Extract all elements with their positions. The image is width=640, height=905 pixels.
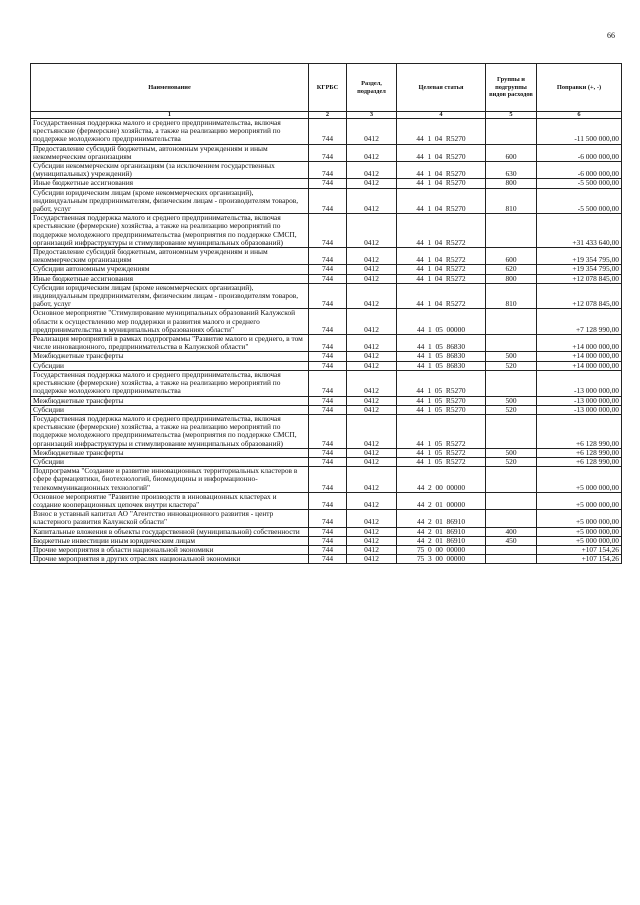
header-name: Наименование [31, 64, 309, 112]
row-amount-cell: -13 000 000,00 [537, 405, 622, 414]
row-amount-cell: +19 354 795,00 [537, 265, 622, 274]
row-expense-group-cell [486, 119, 537, 145]
row-section-cell: 0412 [347, 536, 397, 545]
table-row [31, 448, 622, 457]
table-row [31, 352, 622, 361]
row-amount-cell: +7 128 990,00 [537, 309, 622, 335]
row-section-cell: 0412 [347, 119, 397, 145]
table-row [31, 309, 622, 335]
row-target-article-cell: 44 1 04 R5270 [397, 188, 486, 214]
table-header [31, 64, 622, 119]
row-section-cell: 0412 [347, 492, 397, 509]
row-amount-cell: +5 000 000,00 [537, 527, 622, 536]
row-target-article-cell: 44 1 05 R5272 [397, 448, 486, 457]
row-section-cell: 0412 [347, 457, 397, 466]
table-row [31, 457, 622, 466]
row-name-cell: Межбюджетные трансферты [31, 448, 309, 457]
row-target-article-cell: 44 1 04 R5270 [397, 179, 486, 188]
row-section-cell: 0412 [347, 467, 397, 493]
table-row [31, 335, 622, 352]
table-row [31, 536, 622, 545]
row-section-cell: 0412 [347, 179, 397, 188]
row-section-cell: 0412 [347, 396, 397, 405]
row-name-cell: Государственная поддержка малого и среднего предпринимательства, включая крестьянские (фермерские) хозяйства, а также на реализацию мероприятий по поддержке молодежного предпринимательства [31, 370, 309, 396]
table-row [31, 370, 622, 396]
row-expense-group-cell [486, 467, 537, 493]
row-section-cell: 0412 [347, 352, 397, 361]
table-row [31, 119, 622, 145]
row-target-article-cell: 44 1 05 R5272 [397, 414, 486, 448]
row-amount-cell: +5 000 000,00 [537, 536, 622, 545]
row-target-article-cell: 44 1 04 R5270 [397, 144, 486, 161]
row-amount-cell: +107 154,26 [537, 555, 622, 564]
row-section-cell: 0412 [347, 144, 397, 161]
page-number: 66 [607, 31, 615, 40]
row-amount-cell: +14 000 000,00 [537, 352, 622, 361]
row-name-cell: Взнос в уставный капитал АО "Агентство инновационного развития - центр кластерного развития Калужской области" [31, 510, 309, 527]
row-expense-group-cell: 500 [486, 396, 537, 405]
row-section-cell: 0412 [347, 370, 397, 396]
row-name-cell: Субсидии юридическим лицам (кроме некоммерческих организаций), индивидуальным предпринимателям, физическим лицам - производителям товаров, работ, услуг [31, 188, 309, 214]
row-target-article-cell: 44 2 00 00000 [397, 467, 486, 493]
row-kgrbs-cell: 744 [309, 370, 347, 396]
row-section-cell: 0412 [347, 555, 397, 564]
table-row [31, 555, 622, 564]
row-target-article-cell: 44 1 04 R5270 [397, 162, 486, 179]
row-section-cell: 0412 [347, 414, 397, 448]
row-expense-group-cell: 800 [486, 274, 537, 283]
row-kgrbs-cell: 744 [309, 361, 347, 370]
row-amount-cell: -6 000 000,00 [537, 144, 622, 161]
row-amount-cell: +12 078 845,00 [537, 274, 622, 283]
row-section-cell: 0412 [347, 188, 397, 214]
row-section-cell: 0412 [347, 214, 397, 248]
row-amount-cell: +5 000 000,00 [537, 510, 622, 527]
row-expense-group-cell: 600 [486, 248, 537, 265]
row-expense-group-cell: 400 [486, 527, 537, 536]
row-target-article-cell: 44 1 05 R5272 [397, 457, 486, 466]
row-expense-group-cell [486, 545, 537, 554]
row-kgrbs-cell: 744 [309, 492, 347, 509]
row-kgrbs-cell: 744 [309, 188, 347, 214]
row-amount-cell: +12 078 845,00 [537, 283, 622, 309]
table-row [31, 361, 622, 370]
row-name-cell: Иные бюджетные ассигнования [31, 274, 309, 283]
row-kgrbs-cell: 744 [309, 536, 347, 545]
table-row [31, 162, 622, 179]
row-target-article-cell: 44 1 04 R5272 [397, 283, 486, 309]
row-expense-group-cell: 620 [486, 265, 537, 274]
row-section-cell: 0412 [347, 265, 397, 274]
row-expense-group-cell: 520 [486, 361, 537, 370]
row-target-article-cell: 44 1 05 00000 [397, 309, 486, 335]
row-name-cell: Государственная поддержка малого и среднего предпринимательства, включая крестьянские (фермерские) хозяйства, а также на реализацию мероприятий по поддержке молодежного предпринимательства (мероприятия по поддержке СМСП, организаций инфраструктуры и стимулирование муниципальных образований) [31, 414, 309, 448]
row-name-cell: Предоставление субсидий бюджетным, автономным учреждениям и иным некоммерческим организациям [31, 144, 309, 161]
row-target-article-cell: 44 2 01 86910 [397, 510, 486, 527]
header-number-row [31, 112, 622, 119]
row-expense-group-cell: 810 [486, 283, 537, 309]
row-expense-group-cell [486, 555, 537, 564]
row-section-cell: 0412 [347, 162, 397, 179]
row-expense-group-cell [486, 492, 537, 509]
row-section-cell: 0412 [347, 405, 397, 414]
row-amount-cell: +107 154,26 [537, 545, 622, 554]
row-amount-cell: +6 128 990,00 [537, 414, 622, 448]
row-name-cell: Основное мероприятие "Стимулирование муниципальных образований Калужской области к осуществлению мер поддержки и развития малого и среднего предпринимательства в муниципальных образованиях области" [31, 309, 309, 335]
row-expense-group-cell: 500 [486, 352, 537, 361]
row-name-cell: Прочие мероприятия в других отраслях национальной экономики [31, 555, 309, 564]
row-name-cell: Субсидии [31, 457, 309, 466]
header-number: 4 [397, 112, 486, 119]
row-expense-group-cell [486, 309, 537, 335]
row-target-article-cell: 44 1 05 86830 [397, 352, 486, 361]
row-expense-group-cell: 630 [486, 162, 537, 179]
row-target-article-cell: 44 1 05 R5270 [397, 370, 486, 396]
row-name-cell: Основное мероприятие "Развитие производств в инновационных кластерах и создание кооперационных цепочек внутри кластера" [31, 492, 309, 509]
header-amendment: Поправки (+, -) [537, 64, 622, 112]
row-target-article-cell: 44 1 04 R5272 [397, 214, 486, 248]
table-row [31, 248, 622, 265]
row-target-article-cell: 75 0 00 00000 [397, 545, 486, 554]
table-row [31, 274, 622, 283]
row-target-article-cell: 44 1 04 R5272 [397, 265, 486, 274]
row-name-cell: Субсидии [31, 405, 309, 414]
row-kgrbs-cell: 744 [309, 248, 347, 265]
header-number: 1 [31, 112, 309, 119]
table-row [31, 414, 622, 448]
header-number: 2 [309, 112, 347, 119]
row-section-cell: 0412 [347, 248, 397, 265]
row-expense-group-cell: 500 [486, 448, 537, 457]
row-amount-cell: -13 000 000,00 [537, 396, 622, 405]
row-name-cell: Бюджетные инвестиции иным юридическим лицам [31, 536, 309, 545]
row-target-article-cell: 44 2 01 86910 [397, 536, 486, 545]
row-amount-cell: -13 000 000,00 [537, 370, 622, 396]
row-amount-cell: +6 128 990,00 [537, 448, 622, 457]
row-amount-cell: +19 354 795,00 [537, 248, 622, 265]
row-kgrbs-cell: 744 [309, 274, 347, 283]
table-row [31, 545, 622, 554]
row-section-cell: 0412 [347, 510, 397, 527]
budget-amendments-table [30, 63, 622, 564]
header-section: Раздел, подраздел [347, 64, 397, 112]
row-section-cell: 0412 [347, 448, 397, 457]
table-row [31, 214, 622, 248]
row-kgrbs-cell: 744 [309, 414, 347, 448]
row-section-cell: 0412 [347, 361, 397, 370]
table-row [31, 405, 622, 414]
row-expense-group-cell: 800 [486, 179, 537, 188]
row-kgrbs-cell: 744 [309, 448, 347, 457]
header-number: 6 [537, 112, 622, 119]
row-target-article-cell: 44 1 04 R5270 [397, 119, 486, 145]
table-row [31, 396, 622, 405]
row-kgrbs-cell: 744 [309, 265, 347, 274]
row-section-cell: 0412 [347, 335, 397, 352]
table-row [31, 179, 622, 188]
row-kgrbs-cell: 744 [309, 283, 347, 309]
row-expense-group-cell: 810 [486, 188, 537, 214]
row-section-cell: 0412 [347, 527, 397, 536]
row-target-article-cell: 44 1 05 R5270 [397, 396, 486, 405]
row-target-article-cell: 75 3 00 00000 [397, 555, 486, 564]
row-amount-cell: -11 500 000,00 [537, 119, 622, 145]
row-amount-cell: +5 000 000,00 [537, 492, 622, 509]
row-name-cell: Межбюджетные трансферты [31, 396, 309, 405]
row-amount-cell: +6 128 990,00 [537, 457, 622, 466]
row-target-article-cell: 44 1 05 86830 [397, 361, 486, 370]
row-expense-group-cell [486, 370, 537, 396]
table-row [31, 188, 622, 214]
row-kgrbs-cell: 744 [309, 214, 347, 248]
row-kgrbs-cell: 744 [309, 396, 347, 405]
row-target-article-cell: 44 1 05 86830 [397, 335, 486, 352]
row-amount-cell: +14 000 000,00 [537, 335, 622, 352]
row-expense-group-cell: 450 [486, 536, 537, 545]
row-target-article-cell: 44 1 05 R5270 [397, 405, 486, 414]
row-name-cell: Межбюджетные трансферты [31, 352, 309, 361]
header-expense-group: Группы и подгруппы видов расходов [486, 64, 537, 112]
row-name-cell: Государственная поддержка малого и среднего предпринимательства, включая крестьянские (фермерские) хозяйства, а также на реализацию мероприятий по поддержке молодежного предпринимательства [31, 119, 309, 145]
row-expense-group-cell: 520 [486, 457, 537, 466]
row-section-cell: 0412 [347, 283, 397, 309]
row-kgrbs-cell: 744 [309, 335, 347, 352]
row-name-cell: Капитальные вложения в объекты государственной (муниципальной) собственности [31, 527, 309, 536]
row-kgrbs-cell: 744 [309, 457, 347, 466]
row-kgrbs-cell: 744 [309, 405, 347, 414]
row-name-cell: Субсидии некоммерческим организациям (за исключением государственных (муниципальных) учреждений) [31, 162, 309, 179]
row-name-cell: Иные бюджетные ассигнования [31, 179, 309, 188]
table-row [31, 283, 622, 309]
row-kgrbs-cell: 744 [309, 119, 347, 145]
row-name-cell: Субсидии юридическим лицам (кроме некоммерческих организаций), индивидуальным предпринимателям, физическим лицам - производителям товаров, работ, услуг [31, 283, 309, 309]
row-kgrbs-cell: 744 [309, 352, 347, 361]
table-body [31, 119, 622, 564]
table-row [31, 144, 622, 161]
table-row [31, 492, 622, 509]
table-row [31, 265, 622, 274]
row-expense-group-cell [486, 214, 537, 248]
row-target-article-cell: 44 2 01 86910 [397, 527, 486, 536]
row-name-cell: Государственная поддержка малого и среднего предпринимательства, включая крестьянские (фермерские) хозяйства, а также на реализацию мероприятий по поддержке молодежного предпринимательства (мероприятия по поддержке СМСП, организаций инфраструктуры и стимулирование муниципальных образований) [31, 214, 309, 248]
row-target-article-cell: 44 1 04 R5272 [397, 274, 486, 283]
row-kgrbs-cell: 744 [309, 527, 347, 536]
row-target-article-cell: 44 1 04 R5272 [397, 248, 486, 265]
header-number: 5 [486, 112, 537, 119]
row-amount-cell: +14 000 000,00 [537, 361, 622, 370]
row-name-cell: Предоставление субсидий бюджетным, автономным учреждениям и иным некоммерческим организациям [31, 248, 309, 265]
table-row [31, 467, 622, 493]
table-row [31, 527, 622, 536]
row-amount-cell: -6 000 000,00 [537, 162, 622, 179]
row-kgrbs-cell: 744 [309, 555, 347, 564]
header-number: 3 [347, 112, 397, 119]
row-name-cell: Реализация мероприятий в рамках подпрограммы "Развитие малого и среднего, в том числе инновационного, предпринимательства в Калужской области" [31, 335, 309, 352]
table-row [31, 510, 622, 527]
row-kgrbs-cell: 744 [309, 162, 347, 179]
row-expense-group-cell [486, 510, 537, 527]
row-kgrbs-cell: 744 [309, 144, 347, 161]
row-amount-cell: +5 000 000,00 [537, 467, 622, 493]
row-section-cell: 0412 [347, 309, 397, 335]
row-kgrbs-cell: 744 [309, 179, 347, 188]
row-name-cell: Подпрограмма "Создание и развитие инновационных территориальных кластеров в сфере фармацевтики, биотехнологий, биомедицины и информационно-телекоммуникационных технологий" [31, 467, 309, 493]
header-target-article: Целевая статья [397, 64, 486, 112]
row-section-cell: 0412 [347, 545, 397, 554]
row-amount-cell: -5 500 000,00 [537, 179, 622, 188]
row-section-cell: 0412 [347, 274, 397, 283]
row-amount-cell: -5 500 000,00 [537, 188, 622, 214]
row-expense-group-cell [486, 335, 537, 352]
row-name-cell: Прочие мероприятия в области национальной экономики [31, 545, 309, 554]
row-amount-cell: +31 433 640,00 [537, 214, 622, 248]
header-kgrbs: КГРБС [309, 64, 347, 112]
row-kgrbs-cell: 744 [309, 309, 347, 335]
row-name-cell: Субсидии автономным учреждениям [31, 265, 309, 274]
row-kgrbs-cell: 744 [309, 467, 347, 493]
row-expense-group-cell: 520 [486, 405, 537, 414]
row-target-article-cell: 44 2 01 00000 [397, 492, 486, 509]
row-expense-group-cell [486, 414, 537, 448]
row-name-cell: Субсидии [31, 361, 309, 370]
row-kgrbs-cell: 744 [309, 510, 347, 527]
row-expense-group-cell: 600 [486, 144, 537, 161]
row-kgrbs-cell: 744 [309, 545, 347, 554]
